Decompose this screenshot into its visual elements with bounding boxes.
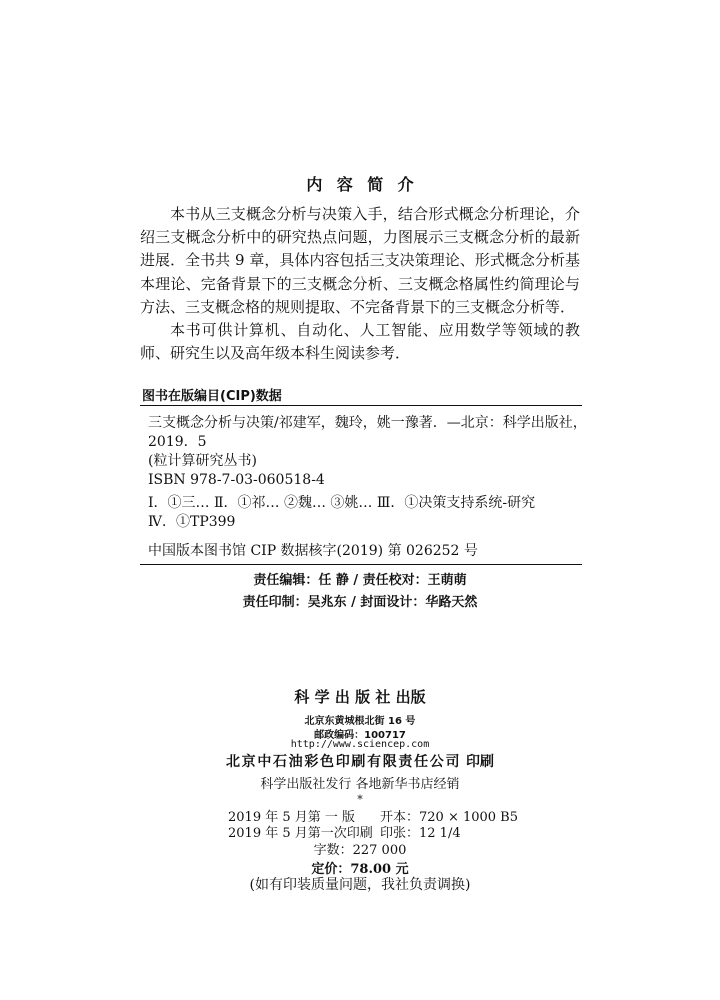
credits — [0, 570, 720, 614]
cip-number-text: 中国版本图书馆 CIP 数据核字(2019) 第 026252 号 — [148, 543, 478, 559]
price: 定价：78.00 元 — [311, 862, 409, 877]
cip-record-line: 2019．5 — [148, 434, 207, 450]
distribution: 科学出版社发行 各地新华书店经销 — [260, 777, 460, 792]
cip-number — [148, 542, 580, 561]
printer-name: 北京中石油彩色印刷有限责任公司 — [225, 754, 462, 770]
publisher-seal: 科学出版社 — [294, 688, 396, 706]
cip-series: (粒计算研究丛书) — [148, 453, 257, 469]
intro-paragraph: 本书可供计算机、自动化、人工智能、应用数学等领域的教师、研究生以及高年级本科生阅读参考． — [140, 321, 580, 363]
cip-classification-line: Ⅰ．①三… Ⅱ．①祁… ②魏… ③姚… Ⅲ．①决策支持系统-研究 — [148, 495, 536, 511]
cip-classification-line: Ⅳ．①TP399 — [148, 514, 236, 530]
edition: 2019 年 5 月第 一 版 — [228, 810, 356, 825]
separator-star: * — [357, 793, 363, 806]
cip-classification — [148, 494, 580, 532]
publisher-line — [0, 686, 720, 707]
printer-suffix: 印刷 — [466, 754, 495, 770]
publisher-postcode: 邮政编码：100717 — [314, 730, 406, 741]
cip-isbn: ISBN 978-7-03-060518-4 — [148, 472, 325, 488]
cip-record-line: 三支概念分析与决策/祁建军，魏玲，姚一豫著．—北京：科学出版社， — [148, 415, 587, 431]
intro-title: 内容简介 — [306, 175, 428, 194]
printer-line — [0, 751, 720, 771]
intro-paragraph: 本书从三支概念分析与决策入手，结合形式概念分析理论，介绍三支概念分析中的研究热点问题，力图展示三支概念分析的最新进展．全书共 9 章，具体内容包括三支决策理论、形式概念分析基本理论、完备背景下的三支概念分析、三支概念格属性约简理论与方法、三支概念格的规则提取、不完备背景下的三支概念分析等． — [140, 205, 580, 316]
publisher-suffix: 出版 — [395, 688, 426, 706]
publisher-address: 北京东黄城根北街 16 号 — [304, 716, 416, 727]
cip-bottom-rule — [140, 564, 582, 565]
printing: 2019 年 5 月第一次印刷 — [228, 826, 373, 841]
print-sheets: 印张：12 1/4 — [380, 826, 461, 841]
credits-editors: 责任编辑：任 静 / 责任校对：王萌萌 — [253, 573, 467, 588]
publisher-website: http://www.sciencep.com — [290, 739, 430, 750]
book-format: 开本：720 × 1000 B5 — [380, 810, 519, 825]
cip-heading: 图书在版编目(CIP)数据 — [142, 389, 282, 404]
cip-record — [148, 414, 587, 490]
credits-production: 责任印制：吴兆东 / 封面设计：华路天然 — [242, 595, 478, 610]
cip-top-rule — [140, 405, 582, 406]
intro-body — [140, 203, 580, 365]
word-count: 字数：227 000 — [313, 843, 407, 858]
quality-notice: (如有印装质量问题，我社负责调换) — [249, 877, 471, 893]
